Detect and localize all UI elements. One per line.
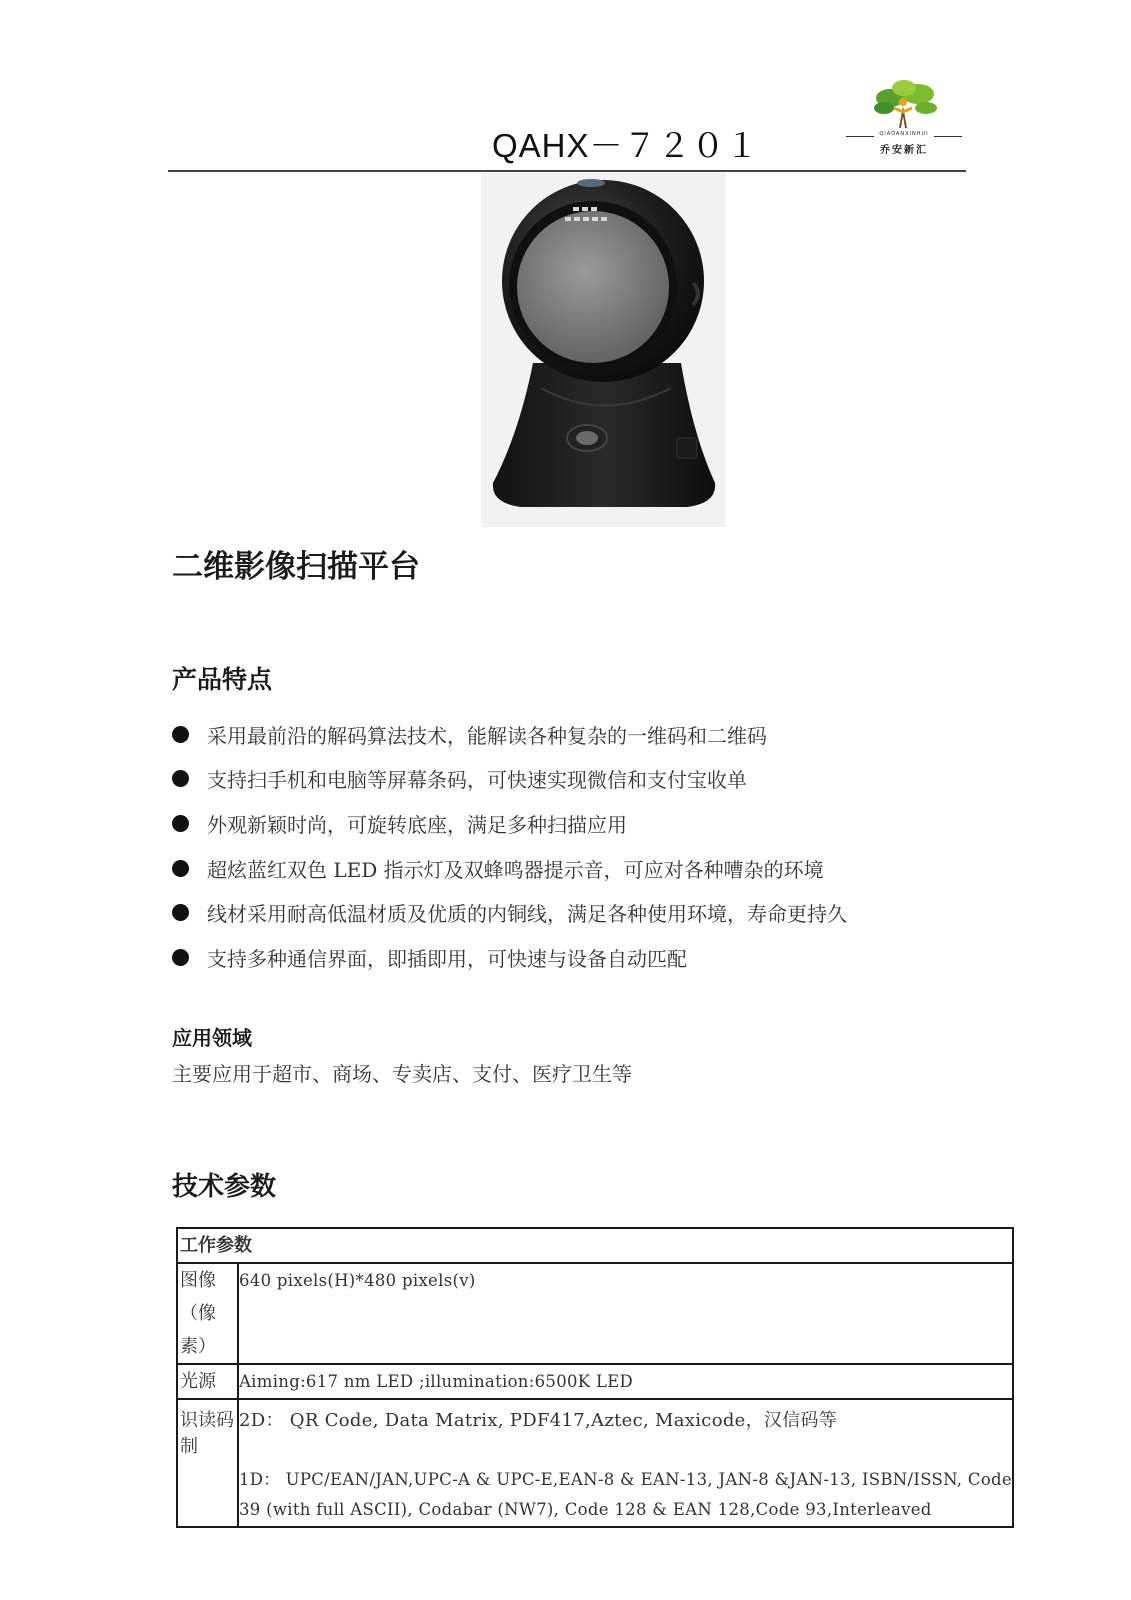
company-logo <box>846 78 962 158</box>
feature-text: 支持扫手机和电脑等屏幕条码，可快速实现微信和支付宝收单 <box>207 768 747 793</box>
spec-value: 640 pixels(H)*480 pixels(v) <box>238 1263 1013 1364</box>
codes-1d-line1: 1D： UPC/EAN/JAN,UPC-A & UPC-E,EAN-8 & EAN-13, JAN-8 &JAN-13, ISBN/ISSN, Code <box>238 1470 1012 1489</box>
list-item <box>172 846 847 891</box>
table-row <box>177 1263 1013 1364</box>
list-item <box>172 890 847 935</box>
spec-section-title: 工作参数 <box>177 1228 1013 1263</box>
codes-1d-line2: 39 (with full ASCII), Codabar (NW7), Code 128 & EAN 128,Code 93,Interleaved <box>238 1500 932 1519</box>
header-rule <box>168 170 966 172</box>
table-row <box>177 1399 1013 1527</box>
bullet-icon <box>172 949 189 966</box>
bullet-icon <box>172 726 189 743</box>
application-text: 主要应用于超市、商场、专卖店、支付、医疗卫生等 <box>172 1062 632 1086</box>
logo-text-en: QIAOANXINHUI <box>879 131 929 137</box>
product-name: 二维影像扫描平台 <box>172 549 420 585</box>
model-title: QAHX－７２０１ <box>492 127 760 164</box>
bullet-icon <box>172 770 189 787</box>
features-list <box>172 712 847 980</box>
spec-label: 图像（像素） <box>177 1263 238 1364</box>
features-heading: 产品特点 <box>172 665 273 694</box>
table-row <box>177 1364 1013 1399</box>
list-item <box>172 712 847 757</box>
feature-text: 外观新颖时尚，可旋转底座，满足多种扫描应用 <box>207 812 627 837</box>
spec-label: 识读码制 <box>177 1399 238 1527</box>
feature-text: 超炫蓝红双色 LED 指示灯及双蜂鸣器提示音，可应对各种嘈杂的环境 <box>207 857 824 882</box>
bullet-icon <box>172 815 189 832</box>
spec-label: 光源 <box>177 1364 238 1399</box>
specs-heading: 技术参数 <box>172 1172 277 1202</box>
table-row <box>177 1228 1013 1263</box>
feature-text: 线材采用耐高低温材质及优质的内铜线，满足各种使用环境，寿命更持久 <box>207 902 847 927</box>
spec-table <box>176 1227 1014 1528</box>
feature-text: 支持多种通信界面，即插即用，可快速与设备自动匹配 <box>207 946 687 971</box>
application-heading: 应用领域 <box>172 1026 252 1050</box>
spec-value-codes <box>238 1399 1013 1527</box>
logo-text-cn: 乔安新汇 <box>880 145 928 156</box>
list-item <box>172 757 847 802</box>
feature-text: 采用最前沿的解码算法技术，能解读各种复杂的一维码和二维码 <box>207 723 767 748</box>
tree-logo-icon <box>870 78 940 130</box>
spec-value: Aiming:617 nm LED ;illumination:6500K LED <box>238 1364 1013 1399</box>
bullet-icon <box>172 904 189 921</box>
list-item <box>172 801 847 846</box>
list-item <box>172 935 847 980</box>
barcode-scanner-photo <box>481 173 725 527</box>
bullet-icon <box>172 860 189 877</box>
codes-2d: 2D： QR Code, Data Matrix, PDF417,Aztec, Maxicode，汉信码等 <box>238 1410 838 1431</box>
